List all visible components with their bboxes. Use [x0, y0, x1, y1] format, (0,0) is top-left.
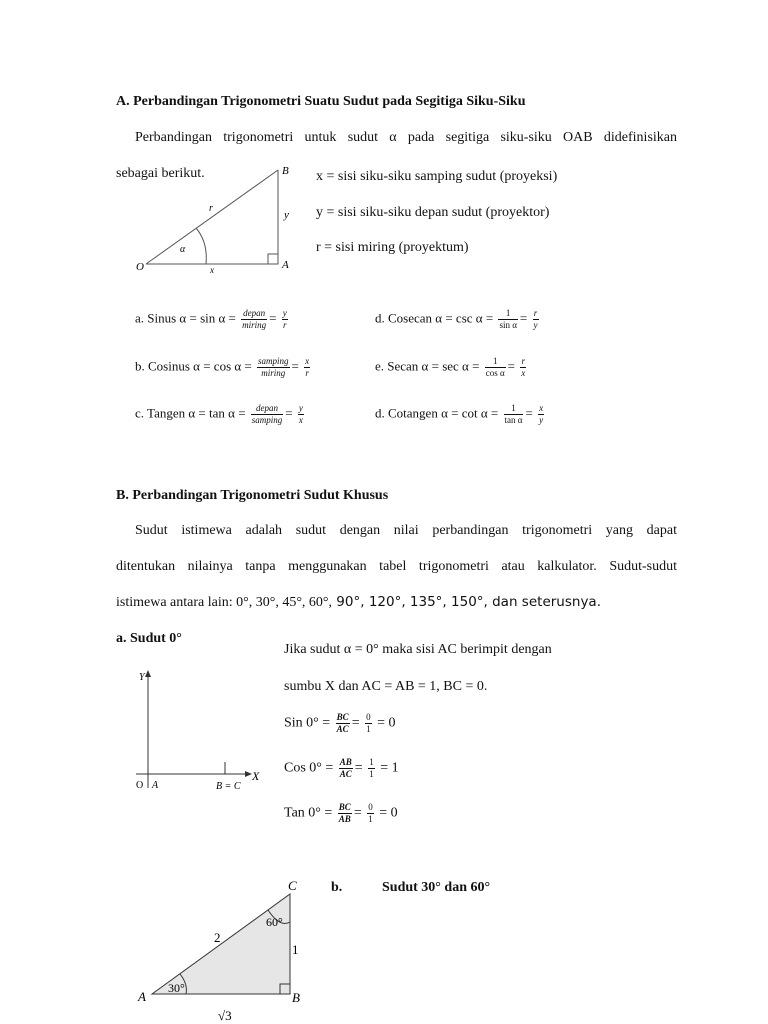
formula-cosinus: b. Cosinus α = cos α = $\frac{\text{samping}}{\text{miring}}$ = $\frac{x}{r}$	[135, 356, 310, 378]
vertex-a-label: A	[138, 989, 146, 1004]
label-y: y	[284, 209, 289, 221]
label-r: r	[209, 203, 213, 214]
sudut-30-letter: b.	[331, 880, 343, 895]
formula-cosecan: d. Cosecan α = csc α = $\frac{1}{\text{sin α}}$ = $\frac{r}{y}$	[375, 308, 538, 330]
axis-x-label: X	[252, 769, 260, 783]
angle-c-label: 60°	[266, 915, 283, 929]
point-bc-label: B = C	[216, 781, 241, 792]
sudut-0-heading: a. Sudut 0°	[116, 631, 182, 646]
label-b: B	[282, 165, 289, 177]
label-x: x	[210, 265, 214, 275]
formula-cotangen: d. Cotangen α = cot α = $\frac{1}{\text{tan α}}$ = $\frac{x}{y}$	[375, 403, 544, 425]
section-a-intro-line2: sebagai berikut.	[116, 166, 205, 181]
axis-y-label: Y	[139, 672, 145, 683]
section-a-heading: A. Perbandingan Trigonometri Suatu Sudut pada Segitiga Siku-Siku	[116, 94, 526, 109]
sin-0-formula: Sin 0° = $\frac{BC}{AC}$ = $\frac{0}{1}$ = 0	[284, 712, 396, 734]
point-a-label: A	[152, 780, 159, 791]
def-y: y = sisi siku-siku depan sudut (proyektor)	[316, 205, 550, 220]
vertex-c-label: C	[288, 878, 297, 893]
triangle-30-60-diagram	[130, 878, 310, 1024]
formula-sinus: a. Sinus α = sin α = $\frac{\text{depan}}{\text{miring}}$ = $\frac{y}{r}$	[135, 308, 287, 330]
angle-a-label: 30°	[168, 981, 185, 995]
section-b-para-line1: Sudut istimewa adalah sudut dengan nilai perbandingan trigonometri yang dapat	[135, 523, 677, 538]
section-a-intro-line1: Perbandingan trigonometri untuk sudut α pada segitiga siku-siku OAB didefinisikan	[135, 130, 677, 145]
base-ab-label: √3	[218, 1008, 232, 1023]
def-x: x = sisi siku-siku samping sudut (proyeksi)	[316, 169, 558, 184]
formula-secan: e. Secan α = sec α = $\frac{1}{\text{cos α}}$ = $\frac{r}{x}$	[375, 356, 526, 378]
side-bc-label: 1	[292, 942, 299, 957]
sudut-0-line2: sumbu X dan AC = AB = 1, BC = 0.	[284, 679, 488, 694]
cos-0-formula: Cos 0° = $\frac{AB}{AC}$ = $\frac{1}{1}$ = 1	[284, 757, 399, 779]
section-b-para-line3: istimewa antara lain: 0°, 30°, 45°, 60°, 90°, 120°, 135°, 150°, dan seterusnya.	[116, 594, 601, 610]
section-b-heading: B. Perbandingan Trigonometri Sudut Khusus	[116, 488, 389, 503]
label-a: A	[282, 259, 289, 271]
sudut-0-line1: Jika sudut α = 0° maka sisi AC berimpit dengan	[284, 642, 552, 657]
triangle-oab-diagram	[130, 160, 300, 278]
origin-label: O	[136, 780, 144, 791]
vertex-b-label: B	[292, 990, 300, 1005]
label-alpha: α	[180, 244, 186, 255]
hypotenuse-label: 2	[214, 930, 221, 945]
label-o: O	[136, 261, 144, 273]
formula-tangen: c. Tangen α = tan α = $\frac{\text{depan}}{\text{samping}}$ = $\frac{y}{x}$	[135, 403, 303, 425]
tan-0-formula: Tan 0° = $\frac{BC}{AB}$ = $\frac{0}{1}$ = 0	[284, 802, 398, 824]
axis-zero-angle-diagram	[130, 664, 270, 798]
section-b-para-line2: ditentukan nilainya tanpa menggunakan tabel trigonometri atau kalkulator. Sudut-sudut	[116, 559, 677, 574]
def-r: r = sisi miring (proyektum)	[316, 240, 469, 255]
sudut-30-60-heading: Sudut 30° dan 60°	[382, 880, 491, 895]
